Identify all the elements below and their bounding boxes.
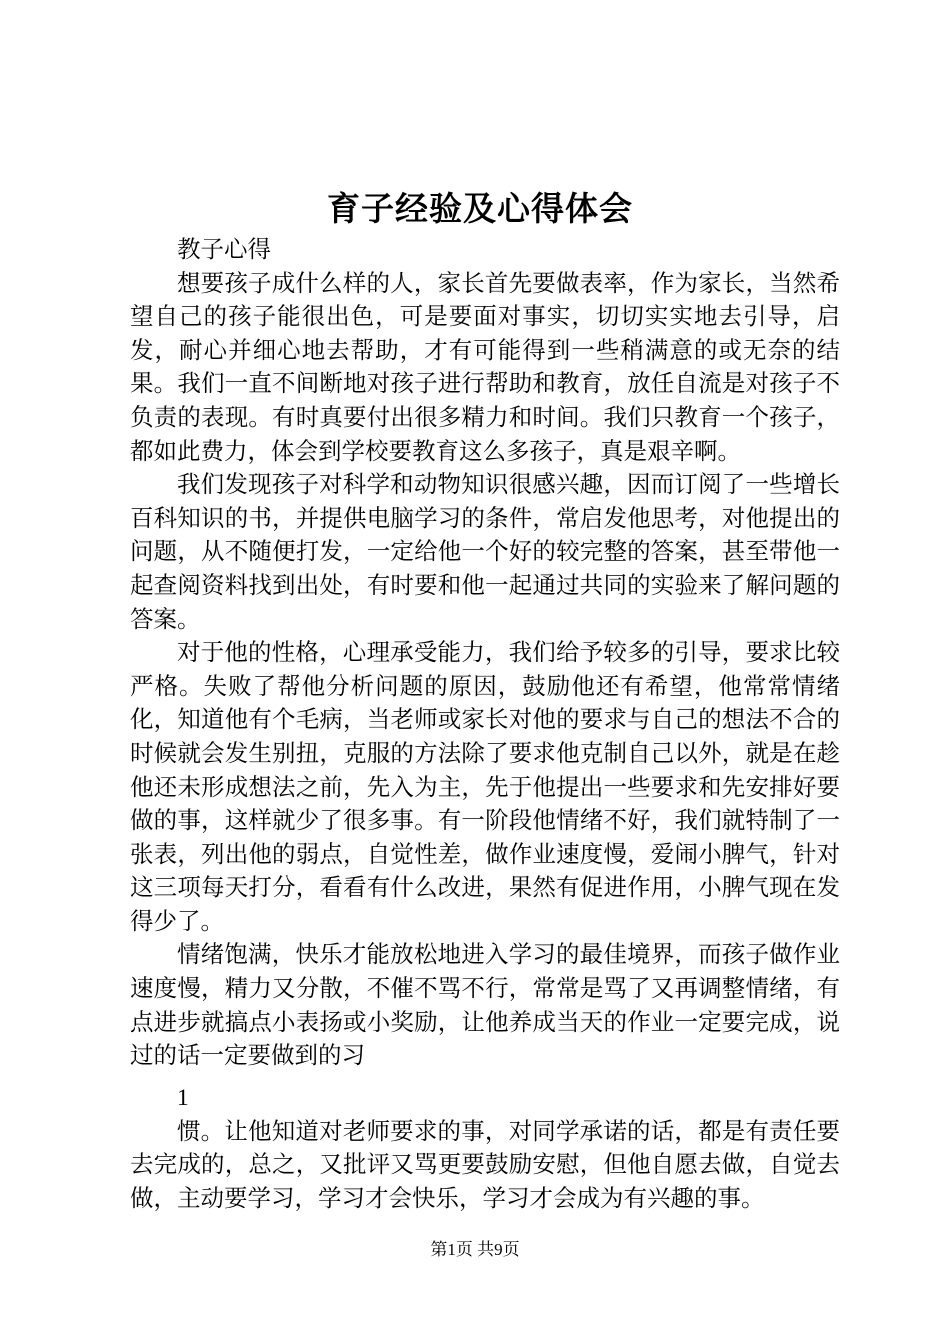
paragraph: 对于他的性格，心理承受能力，我们给予较多的引导，要求比较严格。失败了帮他分析问题的原因，鼓励他还有希望，他常常情绪化，知道他有个毛病，当老师或家长对他的要求与自己的想法不合的时候就会发生别扭，克服的方法除了要求他克制自己以外，就是在趁他还未形成想法之前，先入为主，先于他提出一些要求和先安排好要做的事，这样就少了很多事。有一阶段他情绪不好，我们就特制了一张表，列出他的弱点，自觉性差，做作业速度慢，爱闹小脾气，针对这三项每天打分，看看有什么改进，果然有促进作用，小脾气现在发得少了。 xyxy=(130,638,840,935)
paragraph: 我们发现孩子对科学和动物知识很感兴趣，因而订阅了一些增长百科知识的书，并提供电脑学习的条件，常启发他思考，对他提出的问题，从不随便打发，一定给他一个好的较完整的答案，甚至带他一起查阅资料找到出处，有时要和他一起通过共同的实验来了解问题的答案。 xyxy=(130,470,840,633)
paragraph-continuation: 惯。让他知道对老师要求的事，对同学承诺的话，都是有责任要去完成的，总之，又批评又骂更要鼓励安慰，但他自愿去做，自觉去做，主动要学习，学习才会快乐，学习才会成为有兴趣的事。 xyxy=(130,1116,840,1213)
paragraph: 情绪饱满，快乐才能放松地进入学习的最佳境界，而孩子做作业速度慢，精力又分散，不催不骂不行，常常是骂了又再调整情绪，有点进步就搞点小表扬或小奖励，让他养成当天的作业一定要完成，说过的话一定要做到的习 xyxy=(130,940,840,1070)
document-title: 育子经验及心得体会 xyxy=(327,189,633,228)
inline-page-number: 1 xyxy=(177,1084,189,1111)
page-footer: 第1页 共9页 xyxy=(430,1240,520,1259)
paragraph-heading: 教子心得 xyxy=(177,235,271,263)
paragraph: 想要孩子成什么样的人，家长首先要做表率，作为家长，当然希望自己的孩子能很出色，可是要面对事实，切切实实地去引导，启发，耐心并细心地去帮助，才有可能得到一些稍满意的或无奈的结果。我们一直不间断地对孩子进行帮助和教育，放任自流是对孩子不负责的表现。有时真要付出很多精力和时间。我们只教育一个孩子，都如此费力，体会到学校要教育这么多孩子，真是艰辛啊。 xyxy=(130,268,840,465)
document-body xyxy=(130,233,840,1216)
